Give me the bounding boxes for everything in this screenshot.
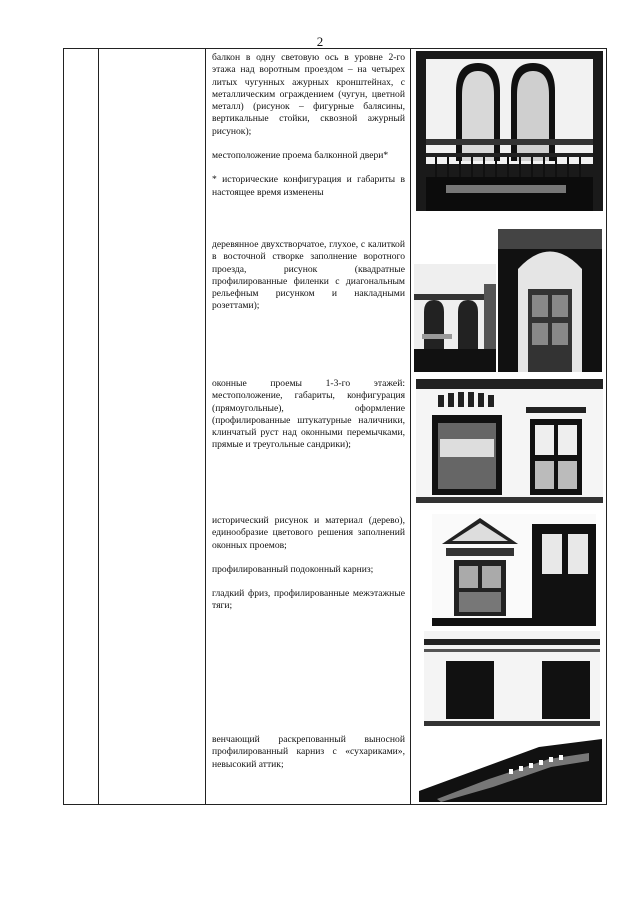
frieze-photo bbox=[424, 631, 600, 726]
balcony-door-location: местоположение проема балконной двери* bbox=[212, 150, 389, 162]
column-divider-3 bbox=[410, 49, 411, 804]
balcony-footnote: * исторические конфигурация и габариты в настоящее время изменены bbox=[212, 174, 405, 198]
row-gate-text bbox=[212, 239, 405, 313]
crowning-cornice-description: венчающий раскрепованный выносной профилированный карниз с «сухариками», невысокий аттик; bbox=[212, 734, 405, 770]
gate-filling-description: деревянное двухстворчатое, глухое, с калиткой в восточной створке заполнение воротного проезда, рисунок (квадратные профилированные филенки с диагональным рельефным рисунком и накладными розеттами); bbox=[212, 239, 405, 312]
facade-gate-photo bbox=[414, 264, 496, 372]
window-openings-photo bbox=[416, 379, 603, 503]
heritage-features-table bbox=[63, 48, 607, 805]
column-divider-1 bbox=[98, 49, 99, 804]
window-fillings-description: исторический рисунок и материал (дерево), единообразие цветового решения заполнений оконных проемов; bbox=[212, 515, 405, 551]
frieze-description: гладкий фриз, профилированные межэтажные тяги; bbox=[212, 588, 405, 612]
sill-cornice-description: профилированный подоконный карниз; bbox=[212, 563, 374, 575]
row-cornice-text bbox=[212, 734, 405, 771]
column-divider-2 bbox=[205, 49, 206, 804]
row-window-fillings-text bbox=[212, 515, 405, 613]
balcony-photo bbox=[416, 51, 603, 211]
pediment-window-photo bbox=[432, 514, 596, 626]
page-number: 2 bbox=[316, 34, 324, 49]
window-openings-description: оконные проемы 1-3-го этажей: местоположение, габариты, конфигурация (прямоугольные), оформление (профилированные штукатурные наличники, клинчатый руст над оконными перемычками, прямые и треугольные сандрики); bbox=[212, 378, 405, 451]
row-windows-text bbox=[212, 378, 405, 452]
cornice-photo bbox=[419, 739, 602, 802]
balcony-description: балкон в одну световую ось в уровне 2-го этажа над воротным проездом – на четырех литых чугунных ажурных кронштейнах, с металлическим ограждением (чугун, цветной металл) (рисунок – фигурные балясины, вертикальные стойки, сквозной ажурный рисунок); bbox=[212, 52, 405, 137]
gate-door-photo bbox=[498, 229, 602, 372]
row-balcony-text bbox=[212, 52, 405, 199]
